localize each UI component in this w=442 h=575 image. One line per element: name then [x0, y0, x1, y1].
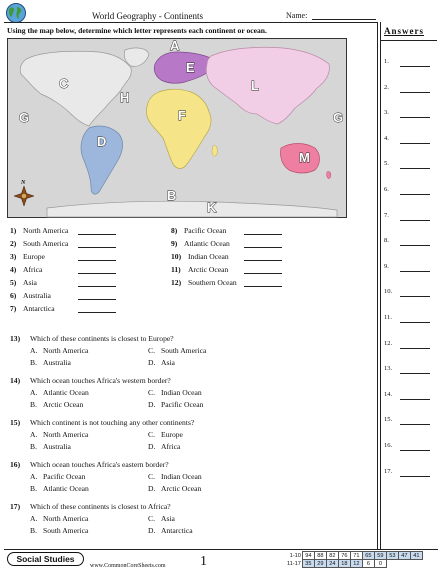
match-left-7-label: Antarctica	[23, 304, 55, 313]
score-cell: 0	[374, 560, 386, 568]
question-13-option-key: C.	[148, 346, 155, 355]
score-cell: 24	[326, 560, 338, 568]
map-label-e-1: E	[186, 60, 195, 75]
question-15-text: Which continent is not touching any other continents?	[30, 418, 195, 427]
score-cell: 94	[302, 552, 314, 560]
map-label-k-11: K	[207, 200, 217, 215]
question-17-option-text[interactable]: North America	[43, 514, 89, 523]
question-16-text: Which ocean touches Africa's eastern border?	[30, 460, 169, 469]
match-right-9-label: Atlantic Ocean	[184, 239, 230, 248]
question-15-option-text[interactable]: Australia	[43, 442, 71, 451]
question-13-number: 13)	[10, 334, 21, 343]
question-17-option-key: B.	[30, 526, 37, 535]
question-13-option-key: B.	[30, 358, 37, 367]
site-url: www.CommonCoreSheets.com	[90, 563, 166, 569]
match-right-8-number: 8)	[171, 226, 178, 235]
match-right-12-number: 12)	[171, 278, 182, 287]
map-label-g-7: G	[333, 110, 344, 125]
score-cell: 29	[314, 560, 326, 568]
score-cell: 82	[326, 552, 338, 560]
map-label-h-4: H	[120, 90, 130, 105]
answer-number-17: 17.	[384, 467, 393, 475]
match-left-5-number: 5)	[10, 278, 17, 287]
answer-number-9: 9.	[384, 262, 389, 270]
island-madagascar	[212, 145, 217, 156]
question-13-option-text[interactable]: South America	[161, 346, 207, 355]
question-15-option-key: D.	[148, 442, 156, 451]
answer-number-13: 13.	[384, 365, 393, 373]
answer-number-16: 16.	[384, 442, 393, 449]
match-right-11-label: Arctic Ocean	[188, 265, 229, 274]
question-15-option-key: C.	[148, 430, 155, 439]
question-16-option-key: C.	[148, 472, 155, 481]
answer-number-15: 15.	[384, 416, 393, 424]
name-label: Name:	[286, 11, 308, 20]
question-13-option-key: A.	[30, 346, 38, 355]
match-left-1-label: North America	[23, 226, 69, 235]
match-right-10-label: Indian Ocean	[188, 252, 229, 261]
question-16-option-key: B.	[30, 484, 37, 493]
answer-number-11: 11.	[384, 314, 392, 321]
match-right-9-blank[interactable]	[244, 247, 282, 248]
match-right-8-label: Pacific Ocean	[184, 226, 227, 235]
map-label-g-6: G	[19, 110, 30, 125]
answers-title-rule	[381, 40, 437, 41]
answer-number-14: 14.	[384, 390, 393, 398]
question-15-option-text[interactable]: North America	[43, 430, 89, 439]
question-14-number: 14)	[10, 376, 21, 385]
brand-badge: Social Studies	[7, 552, 84, 566]
question-17-number: 17)	[10, 502, 21, 511]
question-16-option-key: A.	[30, 472, 38, 481]
answer-line-17[interactable]	[400, 475, 430, 477]
answer-line-7[interactable]	[400, 219, 430, 221]
question-17-option-text[interactable]: Asia	[161, 514, 175, 523]
answer-number-8: 8.	[384, 237, 389, 245]
map-label-b-10: B	[167, 188, 177, 203]
question-17-option-key: C.	[148, 514, 155, 523]
question-14-option-text[interactable]: Arctic Ocean	[43, 400, 84, 409]
name-field[interactable]	[312, 19, 376, 20]
match-right-12-blank[interactable]	[244, 286, 282, 287]
answer-line-4[interactable]	[400, 142, 430, 144]
map-label-f-5: F	[178, 108, 186, 123]
answer-number-5: 5.	[384, 160, 389, 168]
match-left-2-label: South America	[23, 239, 69, 248]
answer-number-6: 6.	[384, 186, 389, 193]
answers-title: Answers	[384, 26, 424, 36]
answer-line-15[interactable]	[400, 423, 430, 425]
question-15-option-text[interactable]: Europe	[161, 430, 183, 439]
question-14-option-key: A.	[30, 388, 38, 397]
answers-divider-inner	[380, 22, 381, 549]
question-14-option-text[interactable]: Pacific Ocean	[161, 400, 204, 409]
match-left-7-blank[interactable]	[78, 312, 116, 313]
answer-number-7: 7.	[384, 211, 389, 219]
question-14-option-text[interactable]: Indian Ocean	[161, 388, 202, 397]
question-13-option-key: D.	[148, 358, 156, 367]
answer-line-1[interactable]	[400, 65, 430, 67]
score-cell: 47	[398, 552, 410, 560]
match-right-10-number: 10)	[171, 252, 182, 261]
answer-line-13[interactable]	[400, 372, 430, 374]
match-left-4-blank[interactable]	[78, 273, 116, 274]
island-new-zealand	[327, 171, 331, 178]
map-label-m-9: M	[299, 150, 310, 165]
match-left-3-label: Europe	[23, 252, 45, 261]
instructions: Using the map below, determine which letter represents each continent or ocean.	[7, 26, 267, 35]
question-16-option-key: D.	[148, 484, 156, 493]
score-cell: 71	[350, 552, 362, 560]
question-17-option-text[interactable]: South America	[43, 526, 89, 535]
answer-number-1: 1.	[384, 58, 389, 65]
answer-line-9[interactable]	[400, 270, 430, 272]
answer-line-14[interactable]	[400, 398, 430, 400]
score-cell: 53	[386, 552, 398, 560]
score-cell: 76	[338, 552, 350, 560]
question-14-option-key: D.	[148, 400, 156, 409]
question-17-option-text[interactable]: Antarctica	[161, 526, 193, 535]
match-left-1-blank[interactable]	[78, 234, 116, 235]
match-left-4-label: Africa	[23, 265, 43, 274]
question-16-number: 16)	[10, 460, 21, 469]
score-row-label: 1-10	[289, 552, 301, 559]
answer-number-3: 3.	[384, 109, 389, 117]
map-label-d-8: D	[97, 134, 107, 149]
map-label-a-0: A	[170, 38, 180, 53]
score-cell: 18	[338, 560, 350, 568]
match-right-8-blank[interactable]	[244, 234, 282, 235]
question-16-option-text[interactable]: Arctic Ocean	[161, 484, 202, 493]
match-left-6-number: 6)	[10, 291, 17, 300]
world-map	[7, 38, 347, 218]
compass-north-label: N	[21, 180, 26, 186]
score-cell: 12	[350, 560, 362, 568]
question-16-option-text[interactable]: Indian Ocean	[161, 472, 202, 481]
answer-line-12[interactable]	[400, 347, 430, 349]
score-table	[286, 551, 423, 568]
question-13-option-text[interactable]: Asia	[161, 358, 175, 367]
map-label-c-2: C	[59, 76, 69, 91]
question-13-option-text[interactable]: Australia	[43, 358, 71, 367]
answer-line-6[interactable]	[400, 193, 430, 195]
score-row-label: 11-17	[287, 560, 301, 567]
match-left-3-number: 3)	[10, 252, 17, 261]
match-left-7-number: 7)	[10, 304, 17, 313]
answer-number-4: 4.	[384, 134, 389, 142]
answer-number-12: 12.	[384, 339, 393, 347]
score-cell: 65	[362, 552, 374, 560]
answer-line-2[interactable]	[400, 91, 430, 93]
page-number: 1	[200, 554, 207, 569]
answer-line-5[interactable]	[400, 167, 430, 169]
question-14-option-key: B.	[30, 400, 37, 409]
answer-line-8[interactable]	[400, 244, 430, 246]
score-cell: 41	[410, 552, 422, 560]
match-left-5-blank[interactable]	[78, 286, 116, 287]
question-15-option-key: A.	[30, 430, 38, 439]
question-13-option-text[interactable]: North America	[43, 346, 89, 355]
footer-rule	[4, 549, 438, 550]
question-17-option-key: D.	[148, 526, 156, 535]
question-16-option-text[interactable]: Pacific Ocean	[43, 472, 86, 481]
score-cell: 35	[302, 560, 314, 568]
header-rule	[4, 22, 377, 23]
answer-number-2: 2.	[384, 83, 389, 91]
match-left-5-label: Asia	[23, 278, 37, 287]
match-left-4-number: 4)	[10, 265, 17, 274]
question-17-text: Which of these continents is closest to Africa?	[30, 502, 171, 511]
match-right-11-blank[interactable]	[244, 273, 282, 274]
question-14-option-key: C.	[148, 388, 155, 397]
score-cell: 6	[362, 560, 374, 568]
question-14-option-text[interactable]: Atlantic Ocean	[43, 388, 89, 397]
answer-line-16[interactable]	[400, 449, 430, 451]
answer-number-10: 10.	[384, 288, 393, 296]
score-cell: 88	[314, 552, 326, 560]
match-left-2-blank[interactable]	[78, 247, 116, 248]
match-left-2-number: 2)	[10, 239, 17, 248]
match-left-1-number: 1)	[10, 226, 17, 235]
globe-icon	[4, 2, 28, 24]
question-15-option-text[interactable]: Africa	[161, 442, 181, 451]
match-left-3-blank[interactable]	[78, 260, 116, 261]
worksheet-title: World Geography - Continents	[92, 11, 204, 21]
match-right-10-blank[interactable]	[244, 260, 282, 261]
answer-line-10[interactable]	[400, 295, 430, 297]
question-15-number: 15)	[10, 418, 21, 427]
answers-divider	[377, 22, 378, 549]
match-right-11-number: 11)	[171, 265, 181, 274]
answer-line-3[interactable]	[400, 116, 430, 118]
map-label-l-3: L	[251, 78, 259, 93]
match-left-6-label: Australia	[23, 291, 51, 300]
question-15-option-key: B.	[30, 442, 37, 451]
question-17-option-key: A.	[30, 514, 38, 523]
question-14-text: Which ocean touches Africa's western border?	[30, 376, 171, 385]
match-right-9-number: 9)	[171, 239, 178, 248]
match-left-6-blank[interactable]	[78, 299, 116, 300]
question-13-text: Which of these continents is closest to Europe?	[30, 334, 174, 343]
score-cell: 59	[374, 552, 386, 560]
question-16-option-text[interactable]: Atlantic Ocean	[43, 484, 89, 493]
match-right-12-label: Southern Ocean	[188, 278, 237, 287]
answer-line-11[interactable]	[400, 321, 430, 323]
